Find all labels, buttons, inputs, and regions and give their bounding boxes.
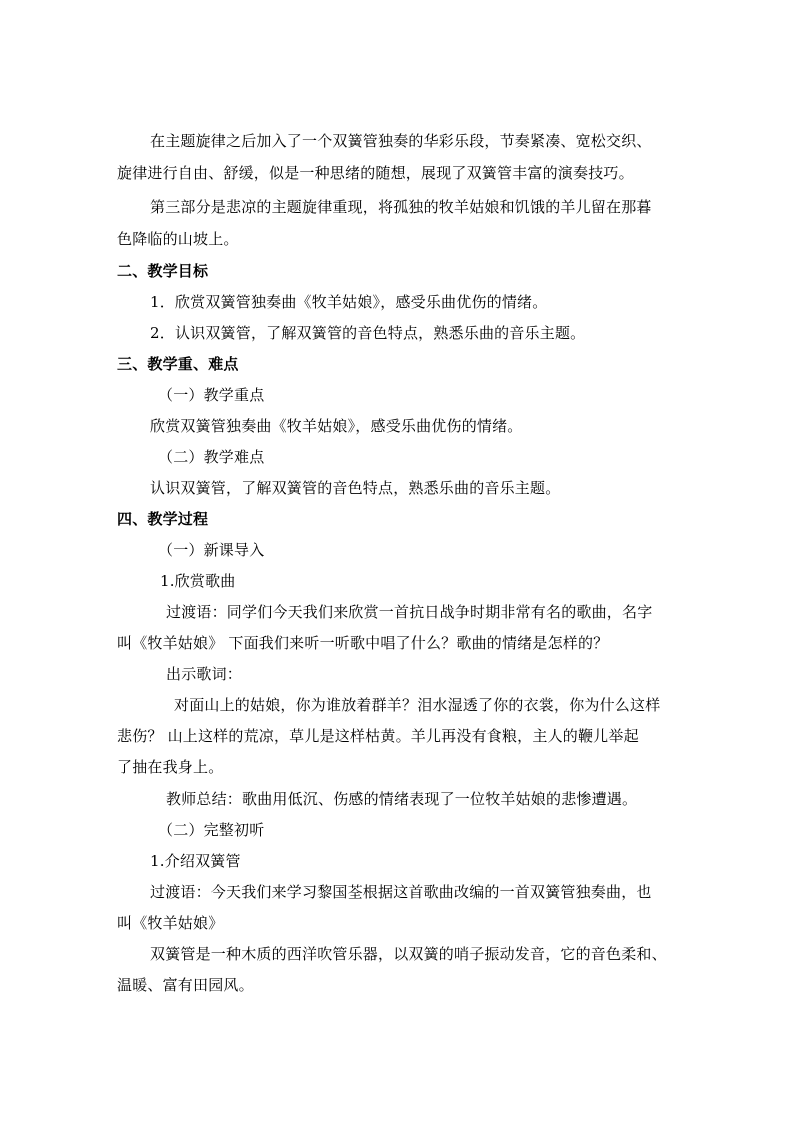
subsection-heading: （二）教学难点 [158, 448, 265, 466]
list-item: 1．欣赏双簧管独奏曲《牧羊姑娘》，感受乐曲优伤的情绪。 [150, 293, 548, 311]
paragraph-line: 在主题旋律之后加入了一个双簧管独奏的华彩乐段，节奏紧凑、宽松交织、 [150, 132, 652, 150]
paragraph-line: 双簧管是一种木质的西洋吹管乐器，以双簧的哨子振动发音，它的音色柔和、 [150, 945, 667, 963]
subsection-heading: （二）完整初听 [158, 821, 265, 839]
paragraph-line: 出示歌词： [166, 665, 243, 683]
lyrics-line: 了抽在我身上。 [117, 758, 224, 776]
paragraph-line: 欣赏双簧管独奏曲《牧羊姑娘》，感受乐曲优伤的情绪。 [150, 417, 523, 435]
paragraph-line: 过渡语：今天我们来学习黎国荃根据这首歌曲改编的一首双簧管独奏曲，也 [150, 883, 652, 901]
paragraph-line: 第三部分是悲凉的主题旋律重现，将孤独的牧羊姑娘和饥饿的羊儿留在那暮 [150, 198, 652, 216]
paragraph-line: 认识双簧管，了解双簧管的音色特点，熟悉乐曲的音乐主题。 [150, 479, 561, 497]
lyrics-line: 悲伤？ 山上这样的荒凉，草儿是这样枯黄。羊儿再没有食粮，主人的鞭儿举起 [117, 727, 639, 745]
section-heading: 二、教学目标 [117, 262, 209, 280]
list-item: 1.介绍双簧管 [150, 852, 241, 870]
list-item: 2．认识双簧管，了解双簧管的音色特点，熟悉乐曲的音乐主题。 [150, 324, 586, 342]
subsection-heading: （一）教学重点 [158, 386, 265, 404]
paragraph-line: 叫《牧羊姑娘》 下面我们来听一听歌中唱了什么？歌曲的情绪是怎样的？ [117, 634, 609, 652]
paragraph-line: 旋律进行自由、舒缓，似是一种思绪的随想，展现了双簧管丰富的演奏技巧。 [117, 164, 634, 182]
list-item: 1.欣赏歌曲 [160, 572, 236, 590]
section-heading: 三、教学重、难点 [117, 355, 239, 373]
paragraph-line: 温暖、富有田园风。 [117, 976, 254, 994]
subsection-heading: （一）新课导入 [158, 541, 265, 559]
section-heading: 四、教学过程 [117, 510, 209, 528]
paragraph-line: 色降临的山坡上。 [117, 230, 239, 248]
lyrics-line: 对面山上的姑娘，你为谁放着群羊？泪水湿透了你的衣裳，你为什么这样 [174, 696, 661, 714]
paragraph-line: 过渡语：同学们今天我们来欣赏一首抗日战争时期非常有名的歌曲，名字 [166, 603, 653, 621]
paragraph-line: 叫《牧羊姑娘》 [117, 914, 224, 932]
paragraph-line: 教师总结：歌曲用低沉、伤感的情绪表现了一位牧羊姑娘的悲惨遭遇。 [166, 790, 638, 808]
